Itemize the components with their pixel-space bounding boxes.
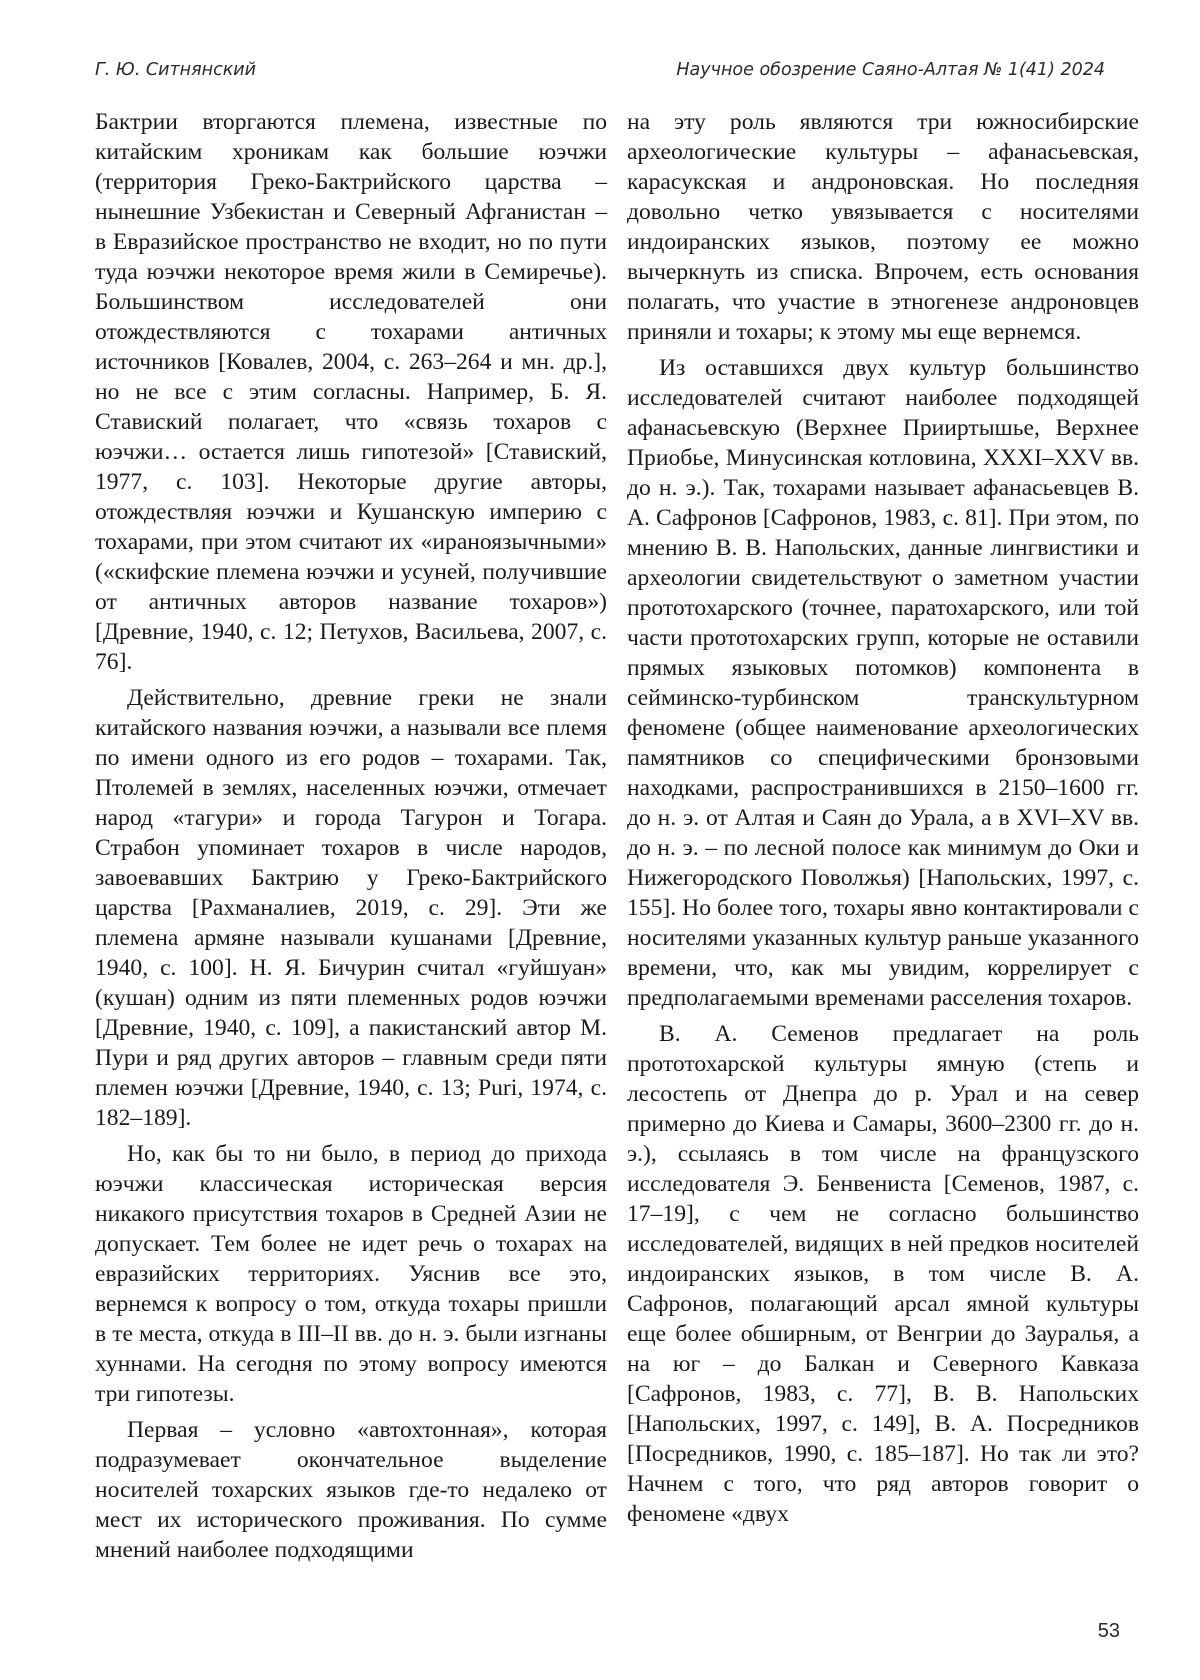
running-header [95,60,1105,86]
paragraph: Но, как бы то ни было, в период до прихода юэчжи классическая историческая версия никакого присутствия тохаров в Средней Азии не допускает. Тем более не идет речь о тохарах на евразийских территориях. Уяснив все это, вернемся к вопросу о том, откуда тохары пришли в те места, откуда в III–II вв. до н. э. были изгнаны хуннами. На сегодня по этому вопросу имеются три гипотезы. [95,1141,607,1407]
paragraph: Бактрии вторгаются племена, известные по китайским хроникам как большие юэчжи (территория Греко-Бактрийского царства – нынешние Узбекистан и Северный Афганистан – в Евразийское пространство не входит, но по пути туда юэчжи некоторое время жили в Семиречье). Большинством исследователей они отождествляются с тохарами античных источников [Ковалев, 2004, с. 263–264 и мн. др.], но не все с этим согласны. Например, Б. Я. Ставиский полагает, что «связь тохаров с юэчжи… остается лишь гипотезой» [Ставиский, 1977, с. 103]. Некоторые другие авторы, отождествляя юэчжи и Кушанскую империю с тохарами, при этом считают их «ираноязычными» («скифские племена юэчжи и усуней, получившие от античных авторов название тохаров») [Древние, 1940, с. 12; Петухов, Васильева, 2007, с. 76]. [95,109,607,675]
paragraph: на эту роль являются три южносибирские археологические культуры – афанасьевская, карасукская и андроновская. Но последняя довольно четко увязывается с носителями индоиранских языков, поэтому ее можно вычеркнуть из списка. Впрочем, есть основания полагать, что участие в этногенезе андроновцев приняли и тохары; к этому мы еще вернемся. [627,109,1139,345]
paragraph: Действительно, древние греки не знали китайского названия юэчжи, а называли все племя по имени одного из его родов – тохарами. Так, Птолемей в землях, населенных юэчжи, отмечает народ «тагури» и города Тагурон и Тогара. Страбон упоминает тохаров в числе народов, завоевавших Бактрию у Греко-Бактрийского царства [Рахманалиев, 2019, с. 29]. Эти же племена армяне называли кушанами [Древние, 1940, с. 100]. Н. Я. Бичурин считал «гуйшуан» (кушан) одним из пяти племенных родов юэчжи [Древние, 1940, с. 109], а пакистанский автор М. Пури и ряд других авторов – главным среди пяти племен юэчжи [Древние, 1940, с. 13; Puri, 1974, с. 182–189]. [95,685,607,1131]
left-text-column [95,107,607,1571]
paragraph: В. А. Семенов предлагает на роль прототохарской культуры ямную (степь и лесостепь от Днепра до р. Урал и на север примерно до Киева и Самары, 3600–2300 гг. до н. э.), ссылаясь в том числе на французского исследователя Э. Бенвениста [Семенов, 1987, с. 17–19], с чем не согласно большинство исследователей, видящих в ней предков носителей индоиранских языков, в том числе В. А. Сафронов, полагающий арсал ямной культуры еще более обширным, от Венгрии до Зауралья, а на юг – до Балкан и Северного Кавказа [Сафронов, 1983, с. 77], В. В. Напольских [Напольских, 1997, с. 149], В. А. Посредников [Посредников, 1990, с. 185–187]. Но так ли это? Начнем с того, что ряд авторов говорит о феномене «двух [627,1021,1139,1527]
page-number: 53 [1097,1620,1120,1642]
right-text-column [627,107,1139,1535]
header-journal-title: Научное обозрение Саяно-Алтая № 1(41) 2024 [676,60,1105,80]
paragraph: Из оставшихся двух культур большинство исследователей считают наиболее подходящей афанасьевскую (Верхнее Прииртышье, Верхнее Приобье, Минусинская котловина, XXXI–XXV вв. до н. э.). Так, тохарами называет афанасьевцев В. А. Сафронов [Сафронов, 1983, с. 81]. При этом, по мнению В. В. Напольских, данные лингвистики и археологии свидетельствуют о заметном участии прототохарского (точнее, паратохарского, или той части прототохарских групп, которые не оставили прямых языковых потомков) компонента в сейминско-турбинском транскультурном феномене (общее наименование археологических памятников со специфическими бронзовыми находками, распространившихся в 2150–1600 гг. до н. э. от Алтая и Саян до Урала, а в XVI–XV вв. до н. э. – по лесной полосе как минимум до Оки и Нижегородского Поволжья) [Напольских, 1997, с. 155]. Но более того, тохары явно контактировали с носителями указанных культур раньше указанного времени, что, как мы увидим, коррелирует с предполагаемыми временами расселения тохаров. [627,355,1139,1011]
paragraph: Первая – условно «автохтонная», которая подразумевает окончательное выделение носителей тохарских языков где-то недалеко от мест их исторического проживания. По сумме мнений наиболее подходящими [95,1417,607,1563]
header-author: Г. Ю. Ситнянский [95,60,257,80]
